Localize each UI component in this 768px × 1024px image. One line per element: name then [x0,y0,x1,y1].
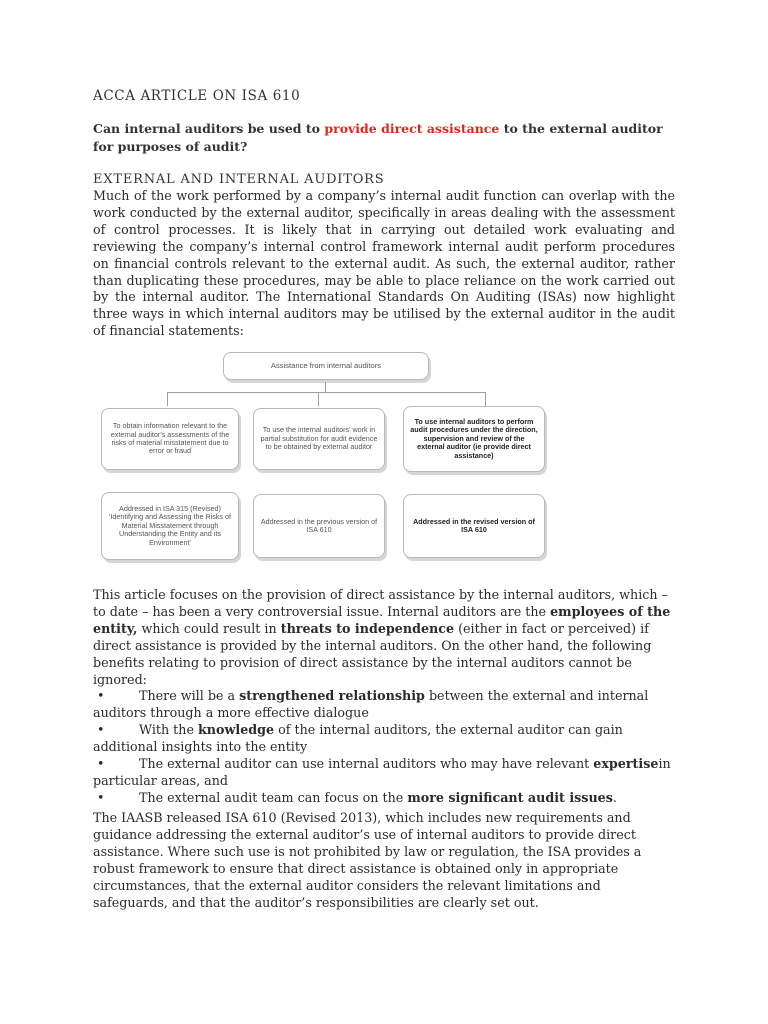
article-title: ACCA ARTICLE ON ISA 610 [93,88,301,104]
para2-text-2: which could result in [137,620,281,636]
list-item [93,756,675,790]
section-heading: EXTERNAL AND INTERNAL AUDITORS [93,172,385,187]
question-highlight: provide direct assistance [324,121,500,136]
bullet-text: The external audit team can focus on the [139,789,408,805]
bullet-text: There will be a [139,688,240,704]
bullet-bold: more significant audit issues [407,789,613,805]
bullet-text: The external auditor can use internal auditors who may have relevant [139,756,594,772]
bullet-text: in particular areas, and [93,756,671,788]
diagram-standard-label: Addressed in the revised version of ISA 610 [413,516,535,534]
article-question [93,120,675,156]
benefits-list [93,688,675,806]
diagram-standard-box [253,494,385,558]
para2-text-1: This article focuses on the provision of direct assistance by the internal auditors, which – to date – has been a very controversial issue. Internal auditors are the [93,587,668,619]
direct-assistance-text [93,587,675,688]
diagram-way-label: To use the internal auditors' work in partial substitution for audit evidence to be obtained by external auditor [260,425,378,452]
assistance-diagram [95,338,538,578]
diagram-way-box [101,408,239,470]
diagram-way-box [403,406,545,472]
diagram-way-label: To obtain information relevant to the external auditor's assessments of the risks of material misstatement due to error or fraud [110,421,230,456]
bullet-bold: strengthened relationship [239,688,425,704]
bullet-text: between the external and internal auditors through a more effective dialogue [93,688,649,721]
bullet-bold: expertise [593,756,659,772]
diagram-way-label: To use internal auditors to perform audit procedures under the direction, supervision and review of the external auditor (ie provide direct assistance) [410,416,538,460]
diagram-root-label: Assistance from internal auditors [270,360,382,370]
bullet-icon: • [97,722,105,738]
bullet-icon: • [97,789,105,805]
para2-bold-2: threats to independence [280,620,455,636]
diagram-standard-label: Addressed in the previous version of ISA 610 [260,516,378,534]
bullet-text: . [612,789,617,805]
connector-line [318,392,319,406]
list-item [93,790,675,807]
list-item [93,688,675,722]
bullet-text: With the [139,722,198,738]
diagram-standard-box [403,494,545,558]
direct-assistance-paragraph [93,587,675,807]
connector-line [167,392,485,393]
bullet-text: of the internal auditors, the external auditor can gain additional insights into the entity [93,722,623,755]
para2-bold-1: employees of the entity, [93,603,671,636]
diagram-way-box [253,408,385,470]
question-text-start: Can internal auditors be used to [93,121,325,136]
question-text-end: to the external auditor for purposes of audit? [93,121,663,154]
bullet-icon: • [97,756,105,772]
list-item [93,722,675,756]
para2-text-3: (either in fact or perceived) if direct assistance is provided by the internal auditors. On the other hand, the following benefits relating to provision of direct assistance by the internal auditors cannot be ignored: [93,620,652,687]
diagram-root-box [223,352,429,380]
bullet-icon: • [97,688,105,704]
bullet-bold: knowledge [198,722,275,738]
connector-line [325,382,326,392]
diagram-standard-label: Addressed in ISA 315 (Revised) 'Identifying and Assessing the Risks of Material Misstatement through Understanding the Entity and its Environment' [108,503,232,547]
intro-paragraph: Much of the work performed by a company’s internal audit function can overlap with the work conducted by the external auditor, specifically in areas dealing with the assessment of control processes. It is likely that in carrying out detailed work evaluating and reviewing the company’s internal control framework internal audit perform procedures on financial controls relevant to the external audit. As such, the external auditor, rather than duplicating these procedures, may be able to place reliance on the work carried out by the internal auditor. The International Standards On Auditing (ISAs) now highlight three ways in which internal auditors may be utilised by the external auditor in the audit of financial statements: [93,188,675,339]
closing-paragraph: The IAASB released ISA 610 (Revised 2013), which includes new requirements and guidance addressing the external auditor’s use of internal auditors to provide direct assistance. Where such use is not prohibited by law or regulation, the ISA provides a robust framework to ensure that direct assistance is obtained only in appropriate circumstances, that the external auditor considers the relevant limitations and safeguards, and that the auditor’s responsibilities are clearly set out. [93,810,642,910]
diagram-standard-box [101,492,239,560]
connector-line [485,392,486,406]
connector-line [167,392,168,406]
